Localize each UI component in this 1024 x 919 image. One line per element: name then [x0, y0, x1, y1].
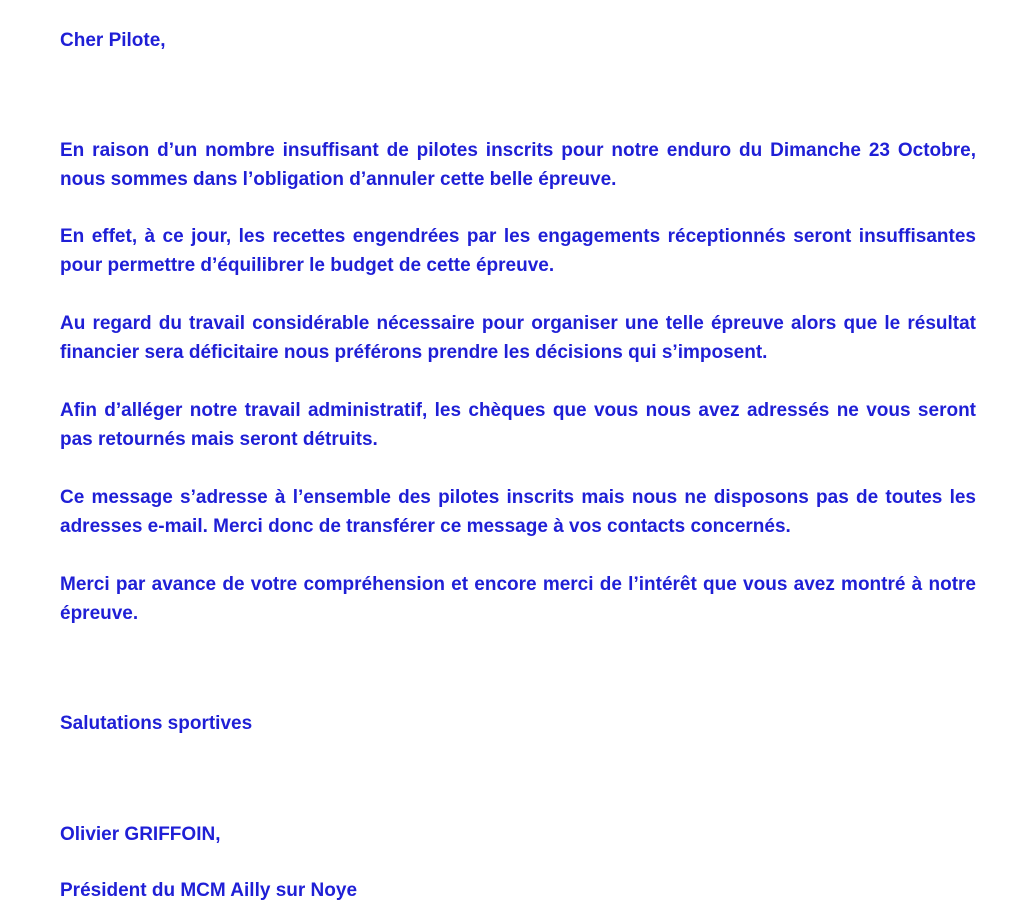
paragraph-decision: Au regard du travail considérable nécessaire pour organiser une telle épreuve alors que le résultat financier sera déficitaire nous préférons prendre les décisions qui s’imposent.: [60, 313, 976, 363]
paragraph-cheques: Afin d’alléger notre travail administratif, les chèques que vous nous avez adressés ne vous seront pas retournés mais seront détruits.: [60, 400, 976, 450]
paragraph-budget: En effet, à ce jour, les recettes engendrées par les engagements réceptionnés seront insuffisantes pour permettre d’équilibrer le budget de cette épreuve.: [60, 226, 976, 276]
paragraph-thanks: Merci par avance de votre compréhension et encore merci de l’intérêt que vous avez montré à notre épreuve.: [60, 574, 976, 624]
greeting: Cher Pilote,: [60, 30, 166, 51]
signature-name: Olivier GRIFFOIN,: [60, 824, 221, 845]
signature-title: Président du MCM Ailly sur Noye: [60, 880, 358, 901]
closing: Salutations sportives: [60, 713, 253, 734]
paragraph-cancellation: En raison d’un nombre insuffisant de pilotes inscrits pour notre enduro du Dimanche 23 Octobre, nous sommes dans l’obligation d’annuler cette belle épreuve.: [60, 140, 976, 190]
paragraph-forward-message: Ce message s’adresse à l’ensemble des pilotes inscrits mais nous ne disposons pas de toutes les adresses e-mail. Merci donc de transférer ce message à vos contacts concernés.: [60, 487, 976, 537]
